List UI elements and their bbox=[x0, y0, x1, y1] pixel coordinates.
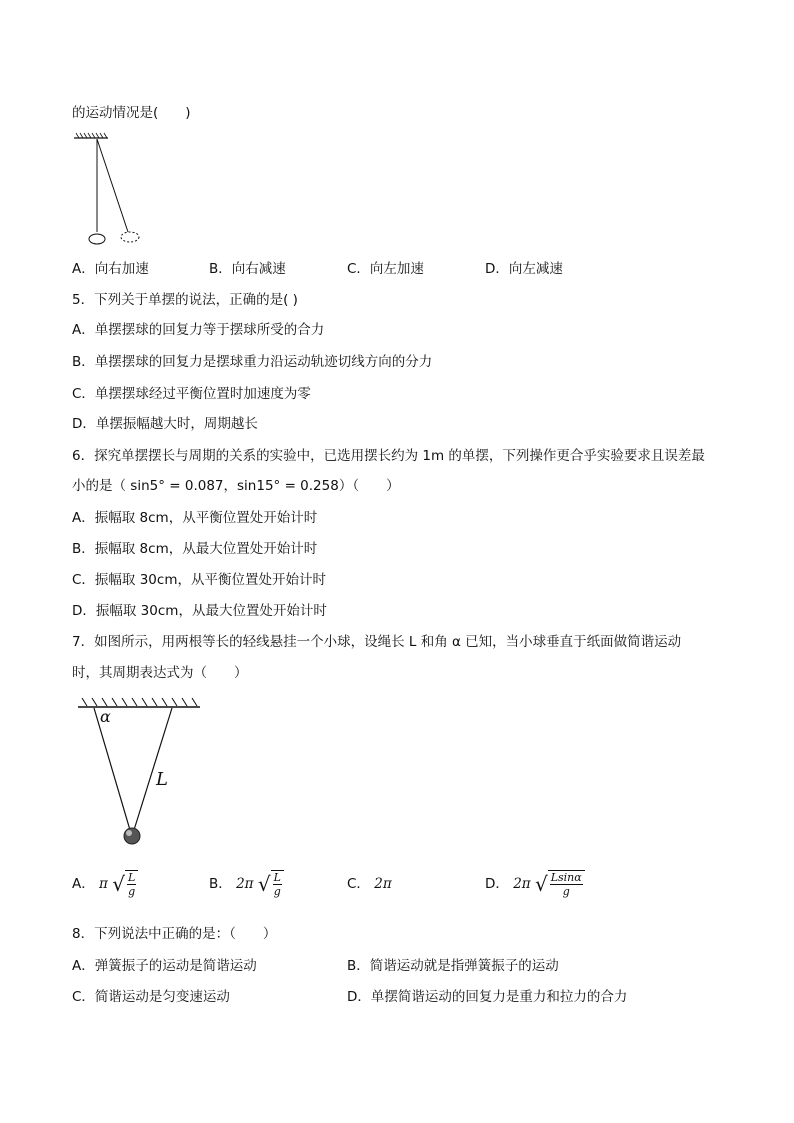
q4-option-d: D．向左减速 bbox=[485, 261, 563, 277]
q8-option-a: A．弹簧振子的运动是简谐运动 bbox=[72, 958, 257, 974]
q7-option-b bbox=[209, 866, 284, 902]
q5-option-d: D．单摆振幅越大时，周期越长 bbox=[72, 416, 258, 432]
pendulum-figure bbox=[70, 130, 150, 246]
length-label: L bbox=[156, 769, 168, 790]
q7-option-a-denominator: g bbox=[128, 885, 136, 898]
q7-option-c-coef: 2π bbox=[374, 876, 392, 892]
q7-option-d-numerator: Lsinα bbox=[550, 871, 582, 884]
sqrt-symbol-icon: √ bbox=[112, 872, 125, 896]
q7-option-b-root bbox=[258, 869, 284, 899]
q6-stem-line1: 6．探究单摆摆长与周期的关系的实验中，已选用摆长约为 1m 的单摆，下列操作更合乎实验要求且误差最 bbox=[72, 448, 705, 464]
q7-option-a-coef: π bbox=[99, 876, 108, 892]
q7-option-d-label: D． bbox=[485, 876, 509, 892]
q7-option-d-denominator: g bbox=[562, 885, 570, 898]
q7-option-a-root bbox=[112, 869, 138, 899]
q7-stem-line2: 时，其周期表达式为（ ） bbox=[72, 665, 248, 681]
q6-option-b: B．振幅取 8cm，从最大位置处开始计时 bbox=[72, 541, 318, 557]
q6-option-c: C．振幅取 30cm，从平衡位置处开始计时 bbox=[72, 572, 326, 588]
q7-option-b-label: B． bbox=[209, 876, 232, 892]
q7-stem-line1: 7．如图所示，用两根等长的轻线悬挂一个小球，设绳长 L 和角 α 已知，当小球垂直于纸面做简谐运动 bbox=[72, 634, 682, 650]
q6-stem-line2: 小的是（ sin5° = 0.087，sin15° = 0.258）（ ） bbox=[72, 478, 400, 494]
q4-option-c: C．向左加速 bbox=[347, 261, 424, 277]
question-intro-text: 的运动情况是( ) bbox=[72, 105, 191, 121]
q8-stem: 8．下列说法中正确的是：（ ） bbox=[72, 926, 277, 942]
q7-option-a-label: A． bbox=[72, 876, 95, 892]
q4-option-a: A．向右加速 bbox=[72, 261, 149, 277]
q7-option-c-label: C． bbox=[347, 876, 370, 892]
angle-label: α bbox=[100, 707, 111, 726]
q5-stem: 5．下列关于单摆的说法，正确的是( ) bbox=[72, 292, 298, 308]
q5-option-c: C．单摆摆球经过平衡位置时加速度为零 bbox=[72, 386, 311, 402]
q8-option-d: D．单摆简谐运动的回复力是重力和拉力的合力 bbox=[347, 989, 628, 1005]
q6-option-d: D．振幅取 30cm，从最大位置处开始计时 bbox=[72, 603, 327, 619]
q8-option-b: B．简谐运动就是指弹簧振子的运动 bbox=[347, 958, 559, 974]
q7-option-b-coef: 2π bbox=[236, 876, 254, 892]
double-string-pendulum-figure bbox=[74, 695, 204, 850]
q7-option-b-numerator: L bbox=[273, 871, 281, 884]
q4-option-b: B．向右减速 bbox=[209, 261, 286, 277]
sqrt-symbol-icon: √ bbox=[257, 872, 271, 896]
q7-option-d bbox=[485, 866, 585, 902]
q7-option-d-root bbox=[535, 869, 585, 899]
q7-option-a-numerator: L bbox=[127, 871, 136, 884]
q5-option-a: A．单摆摆球的回复力等于摆球所受的合力 bbox=[72, 322, 325, 338]
q7-option-c bbox=[347, 866, 392, 902]
q6-option-a: A．振幅取 8cm，从平衡位置处开始计时 bbox=[72, 510, 318, 526]
sqrt-symbol-icon: √ bbox=[534, 872, 548, 896]
q7-option-a bbox=[72, 866, 138, 902]
q8-option-c: C．简谐运动是匀变速运动 bbox=[72, 989, 230, 1005]
q7-option-b-denominator: g bbox=[273, 885, 281, 898]
q7-option-d-coef: 2π bbox=[513, 876, 531, 892]
q5-option-b: B．单摆摆球的回复力是摆球重力沿运动轨迹切线方向的分力 bbox=[72, 354, 433, 370]
